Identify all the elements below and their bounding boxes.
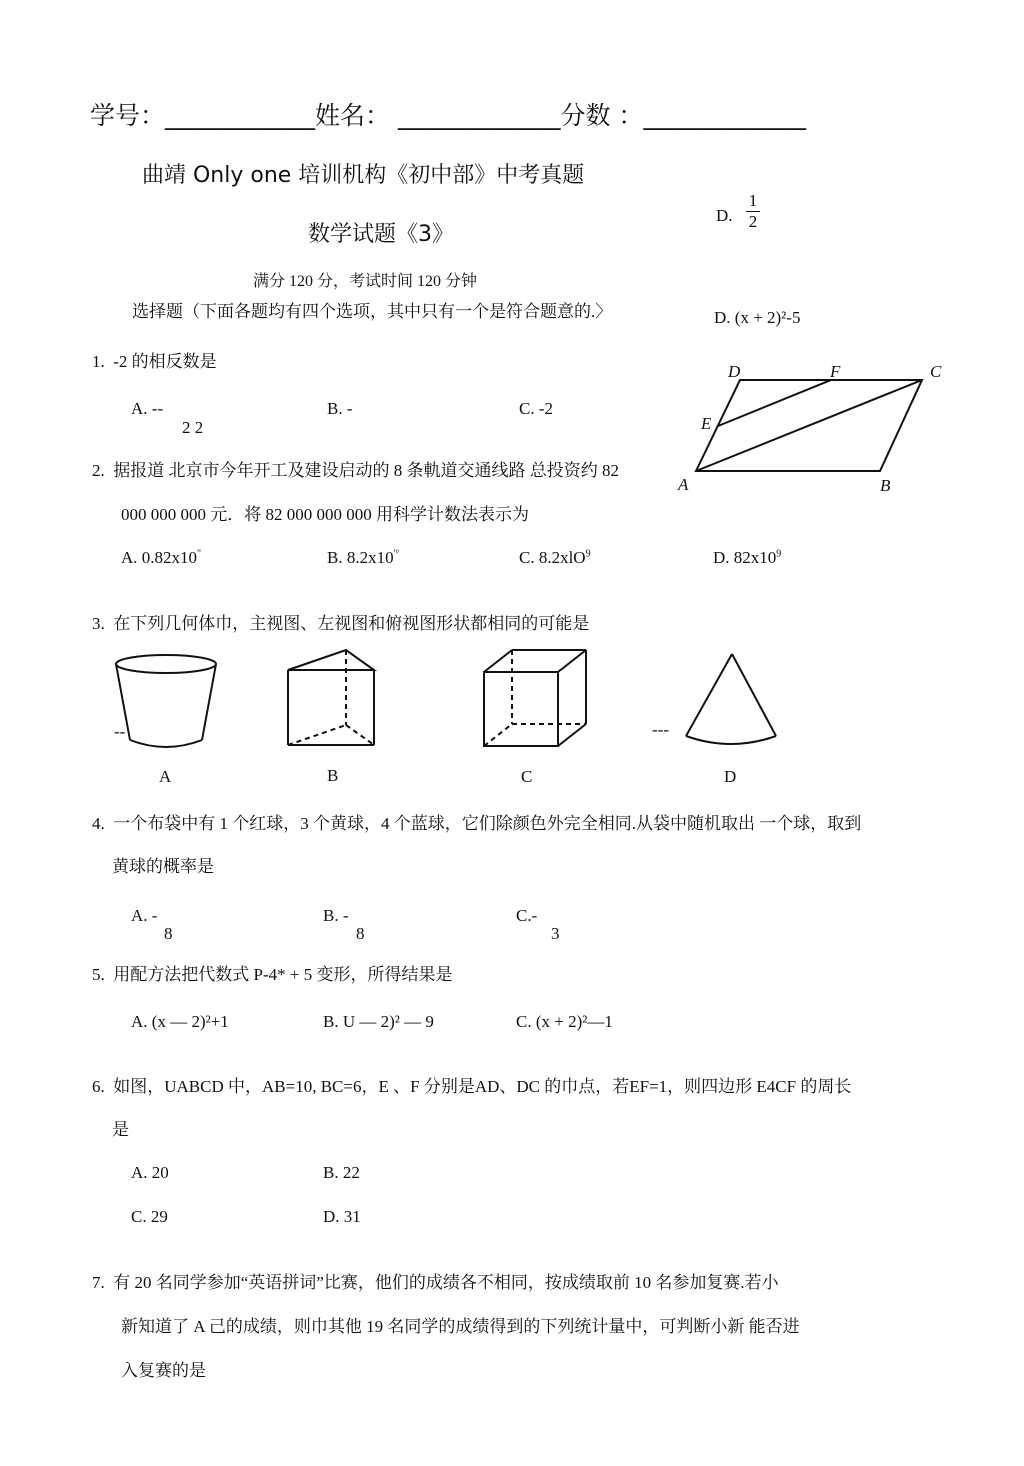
question-number: 2.: [92, 461, 105, 480]
q2-option-d: D. $82x10^9$: [713, 548, 782, 567]
exam-info: 满分 120 分，考试时间 120 分钟: [253, 273, 478, 290]
stray-option-d-half: D.: [716, 206, 733, 225]
q1-option-a-sub: 2 2: [182, 418, 204, 437]
solid-a-frustum: [116, 655, 216, 747]
solid-label-c: C: [521, 767, 533, 786]
question-stem: 在下列几何体巾，主视图、左视图和俯视图形状都相同的可能是: [113, 614, 590, 633]
q5-option-b: B. U — 2)² — 9: [323, 1012, 434, 1031]
q4-option-c: C.-: [516, 906, 538, 925]
q6-option-d: D. 31: [323, 1207, 361, 1226]
page-title: 曲靖 Only one 培训机构《初中部》中考真题: [142, 163, 585, 188]
question-1: [92, 347, 217, 372]
question-stem: 用配方法把代数式 P-4* + 5 变形，所得结果是: [113, 965, 453, 984]
fraction-denominator: 2: [748, 212, 758, 231]
q5-option-c: C. (x + 2)²—1: [516, 1012, 613, 1031]
solid-dash-d: ---: [652, 720, 669, 739]
segment-ef: [718, 380, 831, 426]
q2-option-a: A. 0.82x10": [121, 548, 202, 567]
page-subtitle: 数学试题《3》: [308, 222, 454, 247]
question-stem: 如图，UABCD 中，AB=10, BC=6，E 、F 分别是AD、DC 的巾点，若EF=1，则四边形 E4CF 的周长: [113, 1077, 852, 1096]
label-b: B: [880, 476, 891, 495]
label-c: C: [930, 362, 942, 381]
q4-option-c-sub: 3: [551, 924, 560, 943]
question-2-line2: 000 000 000 元．将 82 000 000 000 用科学计数法表示为: [121, 505, 529, 524]
student-id-label: 学号：: [90, 101, 166, 130]
solid-dash-a: --: [114, 722, 126, 741]
q6-option-b: B. 22: [323, 1163, 360, 1182]
q2-option-b: B. 8.2x10'°: [327, 548, 400, 567]
stray-fraction: [746, 192, 760, 231]
question-7-line3: 入复赛的是: [121, 1361, 206, 1380]
question-number: 3.: [92, 614, 105, 633]
q1-option-b: B. -: [327, 399, 353, 418]
solid-c-cube: [484, 650, 586, 746]
solid-label-a: A: [159, 767, 172, 786]
section-intro: 选择题（下面各题均有四个选项，其中只有一个是符合题意的.〉: [132, 302, 613, 321]
name-blank: _____________: [397, 101, 561, 130]
question-number: 4.: [92, 814, 105, 833]
fraction-numerator: 1: [748, 191, 758, 210]
question-6-line1: [92, 1072, 851, 1097]
solid-d-cone: [686, 654, 776, 744]
solid-b-prism: [288, 650, 374, 745]
solids-figure: [110, 648, 930, 758]
q6-option-c: C. 29: [131, 1207, 168, 1226]
question-3: [92, 609, 589, 634]
question-4-line2: 黄球的概率是: [112, 857, 214, 876]
label-e: E: [701, 414, 712, 433]
question-6-line2: 是: [112, 1120, 129, 1139]
question-stem: 据报道 北京市今年开工及建设启动的 8 条軌道交通线路 总投资约 82: [113, 461, 619, 480]
solid-label-b: B: [327, 766, 339, 785]
q1-option-c: C. -2: [519, 399, 553, 418]
parallelogram-figure: [670, 358, 960, 498]
name-label: 姓名：: [315, 101, 391, 130]
question-number: 7.: [92, 1273, 105, 1292]
question-4-line1: [92, 809, 861, 834]
student-id-blank: ____________: [165, 101, 316, 130]
q2-option-c: C. 8.2xlO$^9$: [519, 548, 591, 567]
question-number: 1.: [92, 352, 105, 371]
question-stem: 有 20 名同学参加“英语拼词”比赛，他们的成绩各不相同，按成绩取前 10 名参加复赛.若小: [113, 1273, 779, 1292]
question-7-line2: 新知道了 A 己的成绩，则巾其他 19 名同学的成绩得到的下列统计量中，可判断小新 能否进: [121, 1317, 800, 1336]
q5-option-a: A. (x — 2)²+1: [131, 1012, 229, 1031]
label-d: D: [728, 362, 741, 381]
score-blank: _____________: [643, 101, 806, 130]
question-7-line1: [92, 1268, 779, 1293]
stray-option-d-expr: D. (x + 2)²-5: [714, 308, 801, 327]
q4-option-a-sub: 8: [164, 924, 173, 943]
q6-option-a: A. 20: [131, 1163, 169, 1182]
score-label: 分数 ：: [560, 101, 644, 130]
question-2-line1: [92, 456, 619, 481]
q4-option-a: A. -: [131, 906, 158, 925]
question-5: [92, 960, 452, 985]
q4-option-b-sub: 8: [356, 924, 365, 943]
question-number: 5.: [92, 965, 105, 984]
label-f: F: [830, 362, 841, 381]
q1-option-a: A. --: [131, 399, 164, 418]
diagonal-ac: [696, 380, 922, 471]
label-a: A: [678, 475, 689, 494]
header-line: [90, 96, 806, 132]
question-stem: -2 的相反数是: [113, 352, 217, 371]
question-stem: 一个布袋中有 1 个红球，3 个黄球，4 个蓝球，它们除颜色外完全相同.从袋中随机取出 一个球，取到: [113, 814, 862, 833]
question-number: 6.: [92, 1077, 105, 1096]
solid-label-d: D: [724, 767, 737, 786]
q4-option-b: B. -: [323, 906, 349, 925]
